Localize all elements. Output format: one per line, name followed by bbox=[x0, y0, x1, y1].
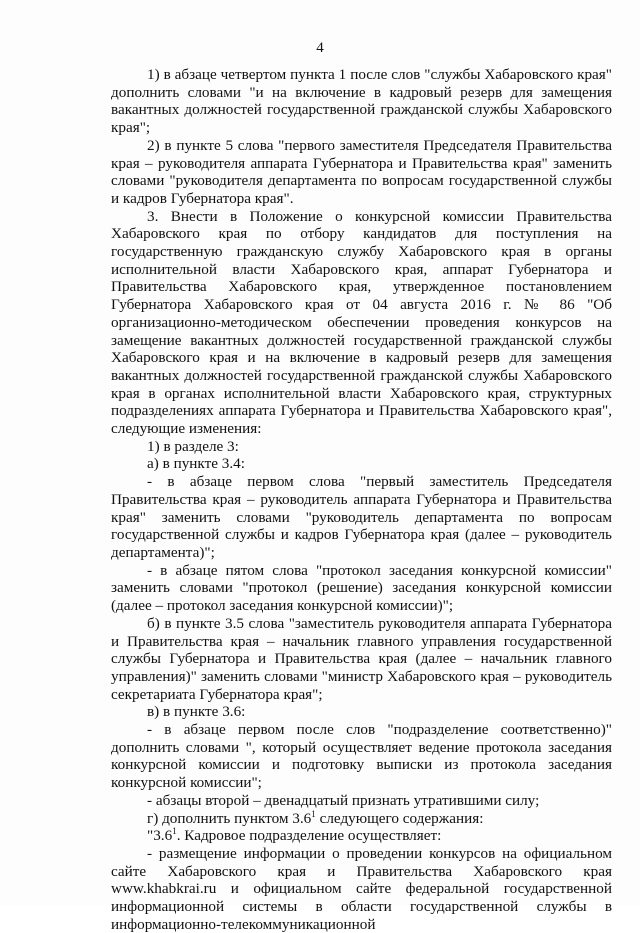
paragraph-3-4-first: - в абзаце первом слова "первый заместитель Председателя Правительства края – руководитель аппарата Губернатора и Правительства края" заменить словами "руководитель департамента по вопросам государственной службы и кадров Губернатора края (далее – руководитель департамента)"; bbox=[111, 473, 612, 561]
clause-heading-text: . Кадровое подразделение осуществляет: bbox=[176, 827, 442, 845]
paragraph-point-3-5: б) в пункте 3.5 слова "заместитель руководителя аппарата Губернатора и Правительства края – начальник главного управления государственной службы Губернатора и Правительства края (далее – начальник главного управления)" заменить словами "министр Хабаровского края – руководитель секретариата Губернатора края"; bbox=[111, 614, 612, 703]
paragraph-3-6-repeal: - абзацы второй – двенадцатый признать утратившими силу; bbox=[147, 791, 540, 809]
page-number: 4 bbox=[316, 40, 324, 56]
paragraph-add-text: г) дополнить пунктом 3.6 bbox=[147, 809, 312, 827]
paragraph-point-3-4: а) в пункте 3.4: bbox=[147, 455, 245, 473]
paragraph-amend-2: 2) в пункте 5 слова "первого заместителя Председателя Правительства края – руководителя аппарата Губернатора и Правительства края" заменить словами "руководителя департамента по вопросам государственной службы и кадров Губернатора края". bbox=[111, 136, 612, 207]
paragraph-section-3: 1) в разделе 3: bbox=[147, 437, 239, 455]
paragraph-add-tail: следующего содержания: bbox=[315, 809, 484, 827]
superscript-1: 1 bbox=[172, 826, 177, 837]
paragraph-3-4-fifth: - в абзаце пятом слова "протокол заседания конкурсной комиссии" заменить словами "протокол (решение) заседания конкурсной комиссии (далее – протокол заседания конкурсной комиссии)"; bbox=[111, 561, 612, 615]
paragraph-publication: - размещение информации о проведении конкурсов на официальном сайте Хабаровского края и Правительства Хабаровского края www.khabkrai.ru и официальном сайте федеральной государственной информационной системы в области государственной службы в информационно-телекоммуникационной bbox=[111, 844, 612, 933]
clause-number: "3.6 bbox=[147, 827, 173, 845]
paragraph-3-6-1-heading bbox=[111, 827, 612, 845]
paragraph-3-6-first: - в абзаце первом после слов "подразделение соответственно)" дополнить словами ", который осуществляет ведение протокола заседания конкурсной комиссии и подготовку выписки из протокола заседания конкурсной комиссии"; bbox=[111, 721, 612, 792]
paragraph-point-3-6: в) в пункте 3.6: bbox=[147, 703, 246, 721]
paragraph-amend-1: 1) в абзаце четвертом пункта 1 после слов "службы Хабаровского края" дополнить словами "и на включение в кадровый резерв для замещения вакантных должностей государственной гражданской службы Хабаровского края"; bbox=[111, 66, 612, 137]
document-body bbox=[111, 66, 612, 933]
paragraph-item-3: 3. Внести в Положение о конкурсной комиссии Правительства Хабаровского края по отбору кандидатов для поступления на государственную гражданскую службу Хабаровского края в органы исполнительной власти Хабаровского края, аппарат Губернатора и Правительства Хабаровского края, утвержденное постановлением Губернатора Хабаровского края от 04 августа 2016 г. № 86 "Об организационно-методическом обеспечении проведения конкурсов на замещение вакантных должностей государственной гражданской службы Хабаровского края и на включение в кадровый резерв для замещения вакантных должностей государственной гражданской службы Хабаровского края в органах исполнительной власти Хабаровского края, структурных подразделениях аппарата Губернатора и Правительства Хабаровского края", следующие изменения: bbox=[111, 207, 612, 438]
paragraph-add-3-6-1 bbox=[111, 810, 612, 828]
superscript-1: 1 bbox=[311, 808, 316, 819]
